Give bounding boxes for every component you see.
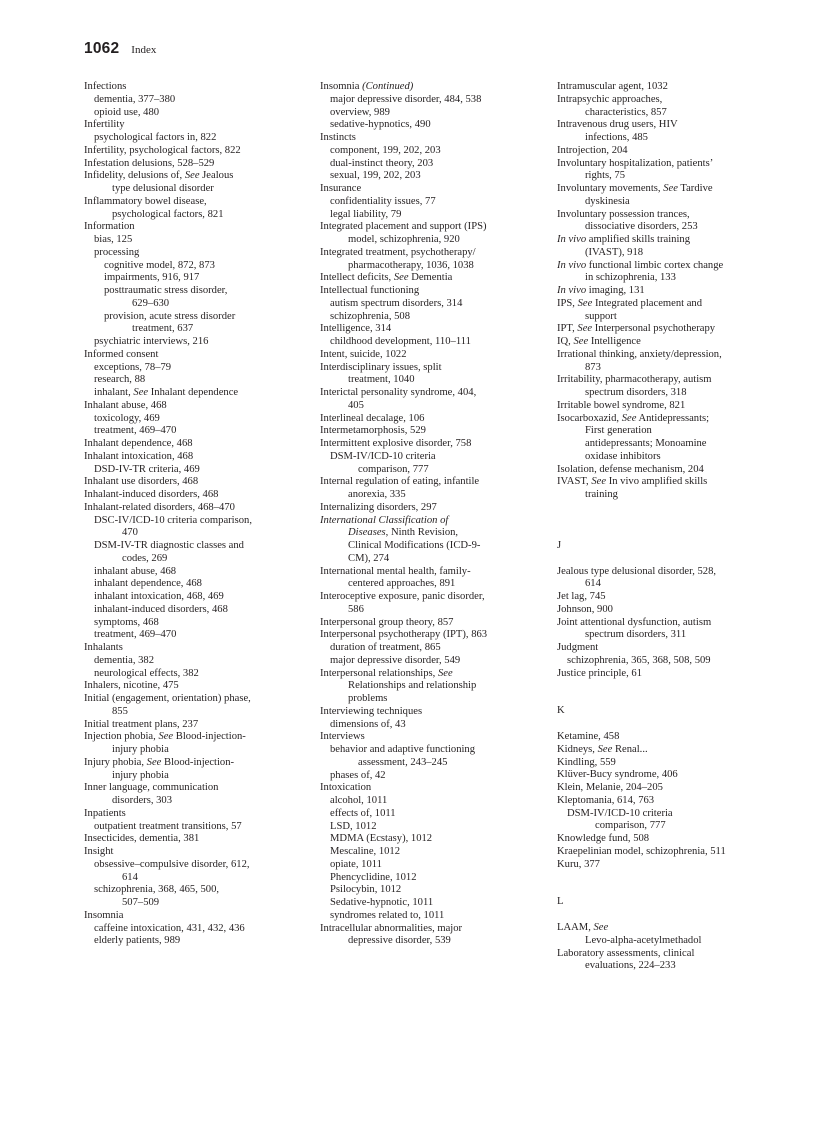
index-entry-continuation: disorders, 303 bbox=[112, 795, 173, 806]
index-entry: Insurance bbox=[320, 183, 362, 194]
index-entry: Irritable bowel syndrome, 821 bbox=[557, 399, 686, 411]
index-entry: Kleptomania, 614, 763 bbox=[557, 794, 655, 806]
index-entry: Infertility, psychological factors, 822 bbox=[84, 144, 241, 156]
running-head: Index bbox=[131, 44, 157, 56]
index-subentry: Sedative-hypnotic, 1011 bbox=[330, 897, 434, 908]
index-entry: Ketamine, 458 bbox=[557, 731, 620, 742]
index-entry: Inflammatory bowel disease, bbox=[84, 195, 207, 207]
index-entry-continuation: 614 bbox=[122, 871, 138, 883]
index-entry: Jealous type delusional disorder, 528, bbox=[557, 565, 717, 577]
index-entry: Inhalant dependence, 468 bbox=[84, 438, 193, 449]
index-entry: Isolation, defense mechanism, 204 bbox=[557, 463, 704, 475]
index-subentry: dementia, 382 bbox=[94, 654, 155, 666]
index-entry-continuation: in schizophrenia, 133 bbox=[585, 272, 676, 284]
index-entry: Klüver-Bucy syndrome, 406 bbox=[557, 769, 678, 781]
index-entry-continuation: (IVAST), 918 bbox=[585, 246, 644, 258]
index-entry-continuation: 855 bbox=[112, 705, 128, 717]
index-entry-continuation: evaluations, 224–233 bbox=[585, 960, 676, 972]
index-entry: Joint attentional dysfunction, autism bbox=[557, 616, 712, 628]
index-entry-continuation: model, schizophrenia, 920 bbox=[348, 234, 460, 245]
index-entry-continuation: 470 bbox=[122, 527, 138, 539]
index-entry-continuation: infections, 485 bbox=[585, 132, 648, 143]
index-subentry: research, 88 bbox=[94, 374, 146, 386]
index-entry: In vivo amplified skills training bbox=[557, 234, 690, 245]
index-subentry: obsessive–compulsive disorder, 612, bbox=[94, 858, 250, 870]
index-entry: Intellectual functioning bbox=[320, 285, 420, 296]
index-subentry: dementia, 377–380 bbox=[94, 93, 176, 105]
index-subentry: effects of, 1011 bbox=[330, 807, 396, 819]
index-column-3 bbox=[557, 81, 771, 973]
index-entry: IPS, See Integrated placement and bbox=[557, 297, 703, 309]
index-subentry: processing bbox=[94, 246, 140, 258]
index-subentry: elderly patients, 989 bbox=[94, 935, 181, 947]
index-entry: Infections bbox=[84, 81, 127, 92]
index-subentry: psychological factors in, 822 bbox=[94, 132, 217, 143]
index-entry-continuation: codes, 269 bbox=[122, 552, 168, 564]
index-entry: Inner language, communication bbox=[84, 782, 219, 794]
index-subentry: LSD, 1012 bbox=[330, 820, 377, 832]
index-entry-continuation: depressive disorder, 539 bbox=[348, 935, 451, 947]
index-entry: Knowledge fund, 508 bbox=[557, 833, 650, 844]
index-entry-continuation: centered approaches, 891 bbox=[348, 578, 456, 590]
index-subentry: psychiatric interviews, 216 bbox=[94, 336, 209, 347]
index-entry: Injury phobia, See Blood-injection- bbox=[84, 756, 235, 768]
index-subentry: behavior and adaptive functioning bbox=[330, 744, 476, 755]
index-subentry: schizophrenia, 508 bbox=[330, 310, 411, 322]
index-entry: Infidelity, delusions of, See Jealous bbox=[84, 170, 234, 182]
section-letter: K bbox=[557, 705, 565, 717]
index-entry: LAAM, See bbox=[557, 922, 609, 933]
index-subentry: inhalant-induced disorders, 468 bbox=[94, 603, 228, 615]
index-entry: Interlineal decalage, 106 bbox=[320, 412, 425, 424]
index-subentry: syndromes related to, 1011 bbox=[330, 909, 445, 921]
index-subentry: cognitive model, 872, 873 bbox=[104, 259, 215, 271]
index-entry: Intravenous drug users, HIV bbox=[557, 119, 678, 131]
index-subentry: Phencyclidine, 1012 bbox=[330, 871, 417, 883]
index-entry-continuation: Clinical Modifications (ICD-9- bbox=[348, 540, 481, 551]
index-subentry: provision, acute stress disorder bbox=[104, 310, 236, 322]
index-entry-continuation: treatment, 1040 bbox=[348, 374, 415, 386]
index-entry: In vivo functional limbic cortex change bbox=[557, 259, 724, 271]
index-entry: Justice principle, 61 bbox=[557, 667, 643, 679]
index-entry: Injection phobia, See Blood-injection- bbox=[84, 731, 246, 743]
index-entry: Jet lag, 745 bbox=[557, 591, 606, 602]
index-entry: Insecticides, dementia, 381 bbox=[84, 833, 200, 845]
index-entry-continuation: oxidase inhibitors bbox=[585, 450, 661, 462]
index-subentry: sedative-hypnotics, 490 bbox=[330, 119, 431, 131]
index-entry: Intelligence, 314 bbox=[320, 323, 392, 335]
index-entry: Integrated treatment, psychotherapy/ bbox=[320, 246, 476, 258]
index-subentry: component, 199, 202, 203 bbox=[330, 144, 441, 156]
index-entry: Inpatients bbox=[84, 807, 126, 819]
index-subentry: MDMA (Ecstasy), 1012 bbox=[330, 833, 433, 845]
index-entry-continuation: Relationships and relationship bbox=[348, 680, 477, 692]
index-subentry: outpatient treatment transitions, 57 bbox=[94, 820, 242, 832]
index-entry-continuation: problems bbox=[348, 693, 388, 704]
index-entry: Intracellular abnormalities, major bbox=[320, 922, 463, 934]
section-letter: L bbox=[557, 896, 564, 908]
index-entry: IVAST, See In vivo amplified skills bbox=[557, 476, 708, 488]
index-subentry: opiate, 1011 bbox=[330, 858, 382, 870]
index-subentry: DSM-IV/ICD-10 criteria bbox=[567, 807, 673, 819]
index-entry-continuation: support bbox=[585, 310, 617, 322]
index-entry: Johnson, 900 bbox=[557, 603, 613, 615]
index-entry: Insight bbox=[84, 846, 114, 857]
index-entry: Inhalants bbox=[84, 642, 123, 653]
index-entry: Intrapsychic approaches, bbox=[557, 93, 663, 105]
index-entry-continuation: training bbox=[585, 489, 618, 500]
index-entry: Interpersonal relationships, See bbox=[320, 667, 453, 679]
running-header bbox=[84, 40, 156, 58]
index-entry: Intramuscular agent, 1032 bbox=[557, 81, 668, 92]
index-subentry: bias, 125 bbox=[94, 234, 133, 245]
index-entry: Interpersonal group theory, 857 bbox=[320, 616, 454, 628]
index-entry: International mental health, family- bbox=[320, 565, 471, 577]
index-entry-continuation: 614 bbox=[585, 578, 601, 590]
index-entry: Involuntary movements, See Tardive bbox=[557, 183, 713, 194]
index-entry-continuation: pharmacotherapy, 1036, 1038 bbox=[348, 259, 474, 271]
index-entry: Initial treatment plans, 237 bbox=[84, 718, 199, 730]
index-subentry: inhalant, See Inhalant dependence bbox=[94, 387, 239, 398]
index-entry: Interviews bbox=[320, 731, 365, 743]
index-subentry: DSM-IV-TR diagnostic classes and bbox=[94, 540, 244, 551]
index-subentry: duration of treatment, 865 bbox=[330, 642, 441, 653]
index-subentry: autism spectrum disorders, 314 bbox=[330, 297, 463, 309]
index-entry-continuation: assessment, 243–245 bbox=[358, 756, 448, 768]
index-entry: Infertility bbox=[84, 119, 125, 131]
index-entry-continuation: 629–630 bbox=[132, 297, 170, 309]
index-entry: Interpersonal psychotherapy (IPT), 863 bbox=[320, 629, 488, 641]
index-subentry: Psilocybin, 1012 bbox=[330, 884, 402, 896]
index-subentry: symptoms, 468 bbox=[94, 616, 159, 628]
index-subentry: schizophrenia, 368, 465, 500, bbox=[94, 884, 220, 896]
index-subentry: dual-instinct theory, 203 bbox=[330, 157, 434, 169]
index-entry: Involuntary possession trances, bbox=[557, 208, 690, 220]
index-entry: IQ, See Intelligence bbox=[557, 336, 641, 347]
index-subentry: DSC-IV/ICD-10 criteria comparison, bbox=[94, 514, 252, 526]
index-entry: Interoceptive exposure, panic disorder, bbox=[320, 591, 485, 602]
index-entry: Involuntary hospitalization, patients’ bbox=[557, 157, 714, 169]
index-entry: IPT, See Interpersonal psychotherapy bbox=[557, 323, 716, 335]
index-entry-continuation: dissociative disorders, 253 bbox=[585, 221, 698, 233]
index-entry: Insomnia (Continued) bbox=[320, 81, 414, 92]
index-entry-continuation: comparison, 777 bbox=[595, 820, 666, 832]
index-entry-continuation: injury phobia bbox=[112, 769, 169, 781]
index-entry: Isocarboxazid, See Antidepressants; bbox=[557, 412, 710, 424]
index-entry: In vivo imaging, 131 bbox=[557, 285, 645, 296]
index-entry-continuation: anorexia, 335 bbox=[348, 489, 406, 500]
index-subentry: childhood development, 110–111 bbox=[330, 336, 471, 347]
index-entry: Inhalant abuse, 468 bbox=[84, 399, 167, 411]
index-entry: Internalizing disorders, 297 bbox=[320, 501, 437, 513]
index-entry: Inhalant intoxication, 468 bbox=[84, 450, 194, 462]
index-entry-continuation: type delusional disorder bbox=[112, 183, 214, 194]
index-entry-continuation: rights, 75 bbox=[585, 170, 626, 182]
index-entry: Intent, suicide, 1022 bbox=[320, 348, 407, 360]
index-entry: International Classification of bbox=[320, 514, 449, 526]
index-entry: Klein, Melanie, 204–205 bbox=[557, 782, 663, 793]
index-subentry: alcohol, 1011 bbox=[330, 795, 388, 806]
index-subentry: dimensions of, 43 bbox=[330, 718, 406, 730]
index-subentry: posttraumatic stress disorder, bbox=[104, 285, 228, 296]
index-entry: Intellect deficits, See Dementia bbox=[320, 272, 453, 284]
index-entry: Judgment bbox=[557, 642, 599, 653]
index-column-1 bbox=[84, 81, 298, 948]
index-entry: Integrated placement and support (IPS) bbox=[320, 221, 487, 233]
index-subentry: sexual, 199, 202, 203 bbox=[330, 170, 421, 182]
index-subentry: neurological effects, 382 bbox=[94, 667, 199, 679]
index-entry: Kidneys, See Renal... bbox=[557, 743, 648, 755]
index-entry: Irritability, pharmacotherapy, autism bbox=[557, 374, 712, 386]
section-letter: J bbox=[557, 539, 562, 551]
index-entry: Kindling, 559 bbox=[557, 756, 616, 768]
index-subentry: Mescaline, 1012 bbox=[330, 846, 401, 857]
index-entry-continuation: comparison, 777 bbox=[358, 463, 429, 475]
index-subentry: confidentiality issues, 77 bbox=[330, 195, 436, 207]
index-entry-continuation: spectrum disorders, 318 bbox=[585, 387, 687, 398]
page-number: 1062 bbox=[84, 40, 120, 57]
index-entry: Inhalant-induced disorders, 468 bbox=[84, 489, 219, 500]
index-entry: Inhalers, nicotine, 475 bbox=[84, 680, 179, 692]
index-entry: Information bbox=[84, 221, 135, 233]
index-entry: Irrational thinking, anxiety/depression, bbox=[557, 348, 722, 360]
index-entry-continuation: characteristics, 857 bbox=[585, 106, 667, 118]
index-entry-continuation: 507–509 bbox=[122, 897, 160, 908]
index-entry-continuation: psychological factors, 821 bbox=[112, 208, 224, 220]
index-entry: Kuru, 377 bbox=[557, 858, 600, 870]
index-entry: Kraepelinian model, schizophrenia, 511 bbox=[557, 845, 726, 857]
index-subentry: phases of, 42 bbox=[330, 769, 386, 781]
index-entry: Interviewing techniques bbox=[320, 705, 423, 717]
index-entry-continuation: treatment, 637 bbox=[132, 323, 194, 335]
index-subentry: overview, 989 bbox=[330, 106, 390, 118]
index-subentry: legal liability, 79 bbox=[330, 208, 402, 220]
index-entry: Interictal personality syndrome, 404, bbox=[320, 387, 477, 398]
index-entry: Interdisciplinary issues, split bbox=[320, 361, 442, 373]
index-subentry: exceptions, 78–79 bbox=[94, 361, 172, 373]
index-subentry: toxicology, 469 bbox=[94, 412, 160, 424]
index-subentry: major depressive disorder, 549 bbox=[330, 654, 461, 666]
index-entry: Intermetamorphosis, 529 bbox=[320, 425, 426, 437]
index-entry: Instincts bbox=[320, 132, 356, 143]
index-entry: Informed consent bbox=[84, 348, 159, 360]
index-entry-continuation: antidepressants; Monoamine bbox=[585, 438, 707, 449]
index-entry: Internal regulation of eating, infantile bbox=[320, 476, 480, 488]
index-subentry: impairments, 916, 917 bbox=[104, 272, 200, 284]
index-entry-continuation: 586 bbox=[348, 603, 364, 615]
index-column-2 bbox=[320, 81, 534, 948]
index-entry-continuation: CM), 274 bbox=[348, 552, 390, 564]
index-entry: Intoxication bbox=[320, 782, 372, 794]
index-entry-continuation: Levo-alpha-acetylmethadol bbox=[585, 934, 702, 946]
index-entry-continuation: spectrum disorders, 311 bbox=[585, 629, 687, 641]
index-subentry: treatment, 469–470 bbox=[94, 629, 177, 641]
index-subentry: caffeine intoxication, 431, 432, 436 bbox=[94, 922, 245, 934]
index-entry: Initial (engagement, orientation) phase, bbox=[84, 693, 251, 704]
index-entry: Inhalant-related disorders, 468–470 bbox=[84, 501, 235, 513]
index-subentry: schizophrenia, 365, 368, 508, 509 bbox=[567, 654, 711, 666]
index-subentry: DSD-IV-TR criteria, 469 bbox=[94, 463, 200, 475]
index-subentry: treatment, 469–470 bbox=[94, 425, 177, 437]
index-subentry: opioid use, 480 bbox=[94, 106, 160, 118]
index-subentry: inhalant dependence, 468 bbox=[94, 578, 202, 590]
index-entry-continuation: Diseases, Ninth Revision, bbox=[348, 527, 459, 539]
index-entry-continuation: 405 bbox=[348, 399, 364, 411]
index-entry-continuation: 873 bbox=[585, 361, 601, 373]
index-subentry: DSM-IV/ICD-10 criteria bbox=[330, 450, 436, 462]
index-entry: Infestation delusions, 528–529 bbox=[84, 157, 215, 169]
index-subentry: inhalant abuse, 468 bbox=[94, 565, 177, 577]
index-entry: Laboratory assessments, clinical bbox=[557, 947, 695, 959]
index-entry: Intermittent explosive disorder, 758 bbox=[320, 438, 472, 449]
index-entry: Inhalant use disorders, 468 bbox=[84, 476, 199, 488]
index-entry: Insomnia bbox=[84, 909, 124, 921]
index-entry-continuation: First generation bbox=[585, 425, 652, 437]
index-entry: Introjection, 204 bbox=[557, 144, 628, 156]
index-entry-continuation: injury phobia bbox=[112, 744, 169, 755]
index-subentry: major depressive disorder, 484, 538 bbox=[330, 93, 482, 105]
index-subentry: inhalant intoxication, 468, 469 bbox=[94, 591, 224, 602]
index-entry-continuation: dyskinesia bbox=[585, 195, 630, 207]
